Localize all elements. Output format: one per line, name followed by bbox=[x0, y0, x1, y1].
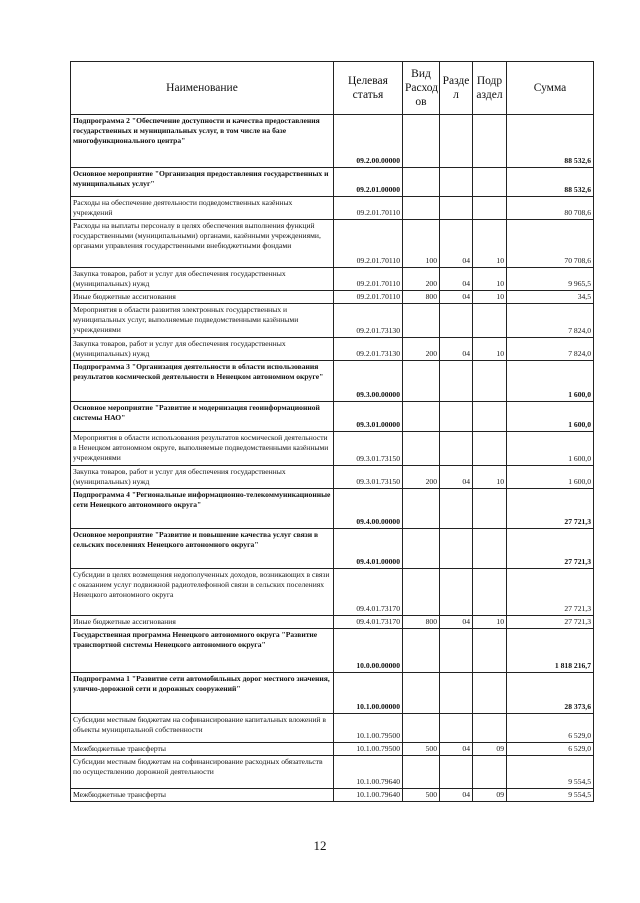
cell-podr bbox=[473, 489, 507, 529]
table-row bbox=[71, 466, 594, 489]
table-row bbox=[71, 304, 594, 338]
cell-razd: 04 bbox=[440, 291, 473, 304]
cell-code: 09.2.01.73130 bbox=[334, 304, 403, 338]
cell-code: 09.3.01.00000 bbox=[334, 402, 403, 432]
cell-razd bbox=[440, 115, 473, 168]
cell-name: Основное мероприятие "Организация предоставления государственных и муниципальных услуг" bbox=[71, 168, 334, 197]
cell-code: 09.2.01.70110 bbox=[334, 268, 403, 291]
cell-razd: 04 bbox=[440, 743, 473, 756]
cell-vid: 200 bbox=[403, 268, 440, 291]
cell-razd: 04 bbox=[440, 789, 473, 802]
cell-podr bbox=[473, 569, 507, 616]
cell-code: 09.3.01.73150 bbox=[334, 466, 403, 489]
cell-vid: 100 bbox=[403, 220, 440, 268]
table-row bbox=[71, 569, 594, 616]
cell-code: 09.4.01.73170 bbox=[334, 616, 403, 629]
cell-name: Расходы на обеспечение деятельности подведомственных казённых учреждений bbox=[71, 197, 334, 220]
cell-vid bbox=[403, 756, 440, 789]
cell-vid: 500 bbox=[403, 789, 440, 802]
cell-sum: 27 721,3 bbox=[507, 569, 594, 616]
cell-vid bbox=[403, 402, 440, 432]
cell-vid bbox=[403, 489, 440, 529]
header-sum: Сумма bbox=[507, 62, 594, 115]
cell-vid bbox=[403, 569, 440, 616]
cell-podr: 10 bbox=[473, 616, 507, 629]
cell-code: 09.4.00.00000 bbox=[334, 489, 403, 529]
cell-podr bbox=[473, 197, 507, 220]
cell-sum: 7 824,0 bbox=[507, 338, 594, 361]
cell-razd bbox=[440, 756, 473, 789]
cell-name: Государственная программа Ненецкого автономного округа "Развитие транспортной системы Ненецкого автономного округа" bbox=[71, 629, 334, 673]
table-row bbox=[71, 629, 594, 673]
cell-podr bbox=[473, 673, 507, 714]
cell-podr: 10 bbox=[473, 338, 507, 361]
cell-sum: 1 818 216,7 bbox=[507, 629, 594, 673]
cell-name: Расходы на выплаты персоналу в целях обеспечения выполнения функций государственными (муниципальными) органами, казёнными учреждениями, органами управления государственными внебюджетными фондами bbox=[71, 220, 334, 268]
cell-razd bbox=[440, 432, 473, 466]
cell-vid bbox=[403, 361, 440, 402]
table-row bbox=[71, 789, 594, 802]
cell-name: Субсидии в целях возмещения недополученных доходов, возникающих в связи с оказанием услуг подвижной радиотелефонной связи в сельских поселениях Ненецкого автономного округа bbox=[71, 569, 334, 616]
table-row bbox=[71, 168, 594, 197]
cell-sum: 88 532,6 bbox=[507, 168, 594, 197]
cell-name: Закупка товаров, работ и услуг для обеспечения государственных (муниципальных) нужд bbox=[71, 466, 334, 489]
cell-name: Закупка товаров, работ и услуг для обеспечения государственных (муниципальных) нужд bbox=[71, 268, 334, 291]
cell-code: 09.3.01.73150 bbox=[334, 432, 403, 466]
cell-podr: 10 bbox=[473, 220, 507, 268]
cell-sum: 34,5 bbox=[507, 291, 594, 304]
cell-code: 09.3.00.00000 bbox=[334, 361, 403, 402]
cell-sum: 27 721,3 bbox=[507, 616, 594, 629]
cell-code: 09.4.01.00000 bbox=[334, 529, 403, 569]
cell-name: Мероприятия в области развития электронных государственных и муниципальных услуг, выполняемые подведомственными казёнными учреждениями bbox=[71, 304, 334, 338]
cell-code: 10.1.00.79500 bbox=[334, 743, 403, 756]
cell-vid bbox=[403, 529, 440, 569]
cell-name: Мероприятия в области использования результатов космической деятельности в Ненецком автономном округе, выполняемые подведомственными казёнными учреждениями bbox=[71, 432, 334, 466]
cell-podr bbox=[473, 529, 507, 569]
table-row bbox=[71, 338, 594, 361]
cell-name: Иные бюджетные ассигнования bbox=[71, 291, 334, 304]
cell-razd: 04 bbox=[440, 466, 473, 489]
table-row bbox=[71, 489, 594, 529]
cell-code: 09.2.01.70110 bbox=[334, 197, 403, 220]
table-row bbox=[71, 756, 594, 789]
cell-vid bbox=[403, 714, 440, 743]
table-row bbox=[71, 402, 594, 432]
cell-sum: 27 721,3 bbox=[507, 529, 594, 569]
cell-name: Подпрограмма 2 "Обеспечение доступности и качества предоставления государственных и муниципальных услуг, в том числе на базе многофункционального центра" bbox=[71, 115, 334, 168]
header-podr: Подр аздел bbox=[473, 62, 507, 115]
header-razd: Разде л bbox=[440, 62, 473, 115]
cell-sum: 9 965,5 bbox=[507, 268, 594, 291]
table-row bbox=[71, 616, 594, 629]
cell-razd: 04 bbox=[440, 220, 473, 268]
cell-podr bbox=[473, 168, 507, 197]
cell-razd bbox=[440, 402, 473, 432]
header-vid: Вид Расход ов bbox=[403, 62, 440, 115]
cell-name: Основное мероприятие "Развитие и повышение качества услуг связи в сельских поселениях Ненецкого автономного округа" bbox=[71, 529, 334, 569]
cell-podr: 10 bbox=[473, 291, 507, 304]
cell-vid: 800 bbox=[403, 616, 440, 629]
cell-sum: 1 600,0 bbox=[507, 432, 594, 466]
cell-code: 09.2.00.00000 bbox=[334, 115, 403, 168]
cell-razd bbox=[440, 529, 473, 569]
table-header-row bbox=[71, 62, 594, 115]
cell-vid bbox=[403, 168, 440, 197]
table-row bbox=[71, 361, 594, 402]
budget-table bbox=[70, 61, 594, 802]
cell-razd bbox=[440, 673, 473, 714]
cell-code: 09.2.01.73130 bbox=[334, 338, 403, 361]
cell-razd bbox=[440, 569, 473, 616]
cell-vid bbox=[403, 432, 440, 466]
page-number: 12 bbox=[313, 838, 327, 853]
cell-code: 10.0.00.00000 bbox=[334, 629, 403, 673]
cell-vid: 200 bbox=[403, 338, 440, 361]
cell-sum: 27 721,3 bbox=[507, 489, 594, 529]
cell-name: Подпрограмма 1 "Развитие сети автомобильных дорог местного значения, улично-дорожной сети и дорожных сооружений" bbox=[71, 673, 334, 714]
cell-code: 09.4.01.73170 bbox=[334, 569, 403, 616]
cell-razd: 04 bbox=[440, 268, 473, 291]
cell-vid: 200 bbox=[403, 466, 440, 489]
table-row bbox=[71, 197, 594, 220]
cell-name: Подпрограмма 3 "Организация деятельности в области использования результатов космической деятельности в Ненецком автономном округе" bbox=[71, 361, 334, 402]
cell-name: Закупка товаров, работ и услуг для обеспечения государственных (муниципальных) нужд bbox=[71, 338, 334, 361]
cell-sum: 28 373,6 bbox=[507, 673, 594, 714]
cell-razd bbox=[440, 197, 473, 220]
cell-podr bbox=[473, 402, 507, 432]
table-row bbox=[71, 714, 594, 743]
cell-vid bbox=[403, 115, 440, 168]
cell-razd bbox=[440, 361, 473, 402]
header-code: Целевая статья bbox=[334, 62, 403, 115]
cell-sum: 1 600,0 bbox=[507, 361, 594, 402]
cell-razd bbox=[440, 629, 473, 673]
cell-razd bbox=[440, 714, 473, 743]
table-row bbox=[71, 291, 594, 304]
cell-razd: 04 bbox=[440, 338, 473, 361]
cell-podr bbox=[473, 432, 507, 466]
cell-name: Основное мероприятие "Развитие и модернизация геоинформационной системы НАО" bbox=[71, 402, 334, 432]
cell-name: Межбюджетные трансферты bbox=[71, 743, 334, 756]
table-row bbox=[71, 743, 594, 756]
cell-sum: 1 600,0 bbox=[507, 402, 594, 432]
cell-razd bbox=[440, 304, 473, 338]
cell-podr bbox=[473, 115, 507, 168]
table-body bbox=[71, 115, 594, 802]
cell-podr bbox=[473, 361, 507, 402]
cell-podr: 10 bbox=[473, 466, 507, 489]
cell-name: Межбюджетные трансферты bbox=[71, 789, 334, 802]
cell-razd bbox=[440, 168, 473, 197]
cell-code: 10.1.00.00000 bbox=[334, 673, 403, 714]
cell-sum: 6 529,0 bbox=[507, 714, 594, 743]
cell-name: Субсидии местным бюджетам на софинансирование расходных обязательств по осуществлению дорожной деятельности bbox=[71, 756, 334, 789]
cell-name: Иные бюджетные ассигнования bbox=[71, 616, 334, 629]
cell-code: 10.1.00.79640 bbox=[334, 789, 403, 802]
table-row bbox=[71, 268, 594, 291]
cell-sum: 1 600,0 bbox=[507, 466, 594, 489]
cell-vid bbox=[403, 673, 440, 714]
table-row bbox=[71, 529, 594, 569]
table-row bbox=[71, 673, 594, 714]
table-row bbox=[71, 115, 594, 168]
table-row bbox=[71, 220, 594, 268]
cell-vid: 500 bbox=[403, 743, 440, 756]
cell-vid bbox=[403, 304, 440, 338]
cell-vid: 800 bbox=[403, 291, 440, 304]
cell-code: 09.2.01.00000 bbox=[334, 168, 403, 197]
cell-code: 09.2.01.70110 bbox=[334, 220, 403, 268]
cell-code: 10.1.00.79500 bbox=[334, 714, 403, 743]
header-name: Наименование bbox=[71, 62, 334, 115]
table-row bbox=[71, 432, 594, 466]
cell-vid bbox=[403, 197, 440, 220]
cell-podr bbox=[473, 304, 507, 338]
cell-razd bbox=[440, 489, 473, 529]
cell-sum: 7 824,0 bbox=[507, 304, 594, 338]
cell-vid bbox=[403, 629, 440, 673]
cell-razd: 04 bbox=[440, 616, 473, 629]
cell-code: 10.1.00.79640 bbox=[334, 756, 403, 789]
cell-sum: 6 529,0 bbox=[507, 743, 594, 756]
cell-sum: 9 554,5 bbox=[507, 789, 594, 802]
cell-sum: 9 554,5 bbox=[507, 756, 594, 789]
cell-code: 09.2.01.70110 bbox=[334, 291, 403, 304]
cell-sum: 70 708,6 bbox=[507, 220, 594, 268]
cell-podr: 09 bbox=[473, 743, 507, 756]
cell-podr: 10 bbox=[473, 268, 507, 291]
cell-name: Субсидии местным бюджетам на софинансирование капитальных вложений в объекты муниципальной собственности bbox=[71, 714, 334, 743]
cell-podr bbox=[473, 756, 507, 789]
cell-sum: 88 532,6 bbox=[507, 115, 594, 168]
cell-podr: 09 bbox=[473, 789, 507, 802]
cell-sum: 80 708,6 bbox=[507, 197, 594, 220]
cell-name: Подпрограмма 4 "Региональные информационно-телекоммуникационные сети Ненецкого автономного округа" bbox=[71, 489, 334, 529]
cell-podr bbox=[473, 714, 507, 743]
cell-podr bbox=[473, 629, 507, 673]
